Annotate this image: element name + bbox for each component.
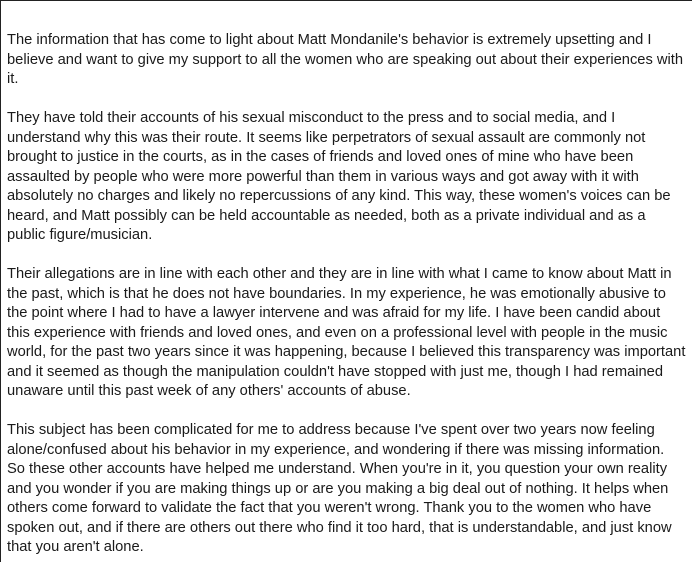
statement-paragraph-3: Their allegations are in line with each other and they are in line with what I came to know about Matt in the past, which is that he does not have boundaries. In my experience, he was emotionally abusive to the point where I had to have a lawyer intervene and was afraid for my life. I have been candid about this experience with friends and loved ones, and even on a professional level with people in the music world, for the past two years since it was happening, because I believed this transparency was important and it seemed as though the manipulation couldn't have stopped with just me, though I had remained unaware until this past week of any others' accounts of abuse.	[7, 266, 686, 399]
statement-paragraph-1: The information that has come to light about Matt Mondanile's behavior is extremely upsetting and I believe and want to give my support to all the women who are speaking out about their experiences with it.	[7, 32, 684, 87]
statement-paragraph-4: This subject has been complicated for me to address because I've spent over two years now feeling alone/confused about his behavior in my experience, and wondering if there was missing information. So these other accounts have helped me understand. When you're in it, you question your own reality and you wonder if you are making things up or are you making a big deal out of nothing. It helps when others come forward to validate the fact that you weren't wrong. Thank you to the women who have spoken out, and if there are others out there who find it too hard, that is understandable, and just know that you aren't alone.	[7, 422, 672, 555]
statement-paragraph-2: They have told their accounts of his sexual misconduct to the press and to social media, and I understand why this was their route. It seems like perpetrators of sexual assault are commonly not brought to justice in the courts, as in the cases of friends and loved ones of mine who have been assaulted by people who were more powerful than them in various ways and got away with it with absolutely no charges and likely no repercussions of any kind. This way, these women's voices can be heard, and Matt possibly can be held accountable as needed, both as a private individual and as a public figure/musician.	[7, 110, 671, 243]
